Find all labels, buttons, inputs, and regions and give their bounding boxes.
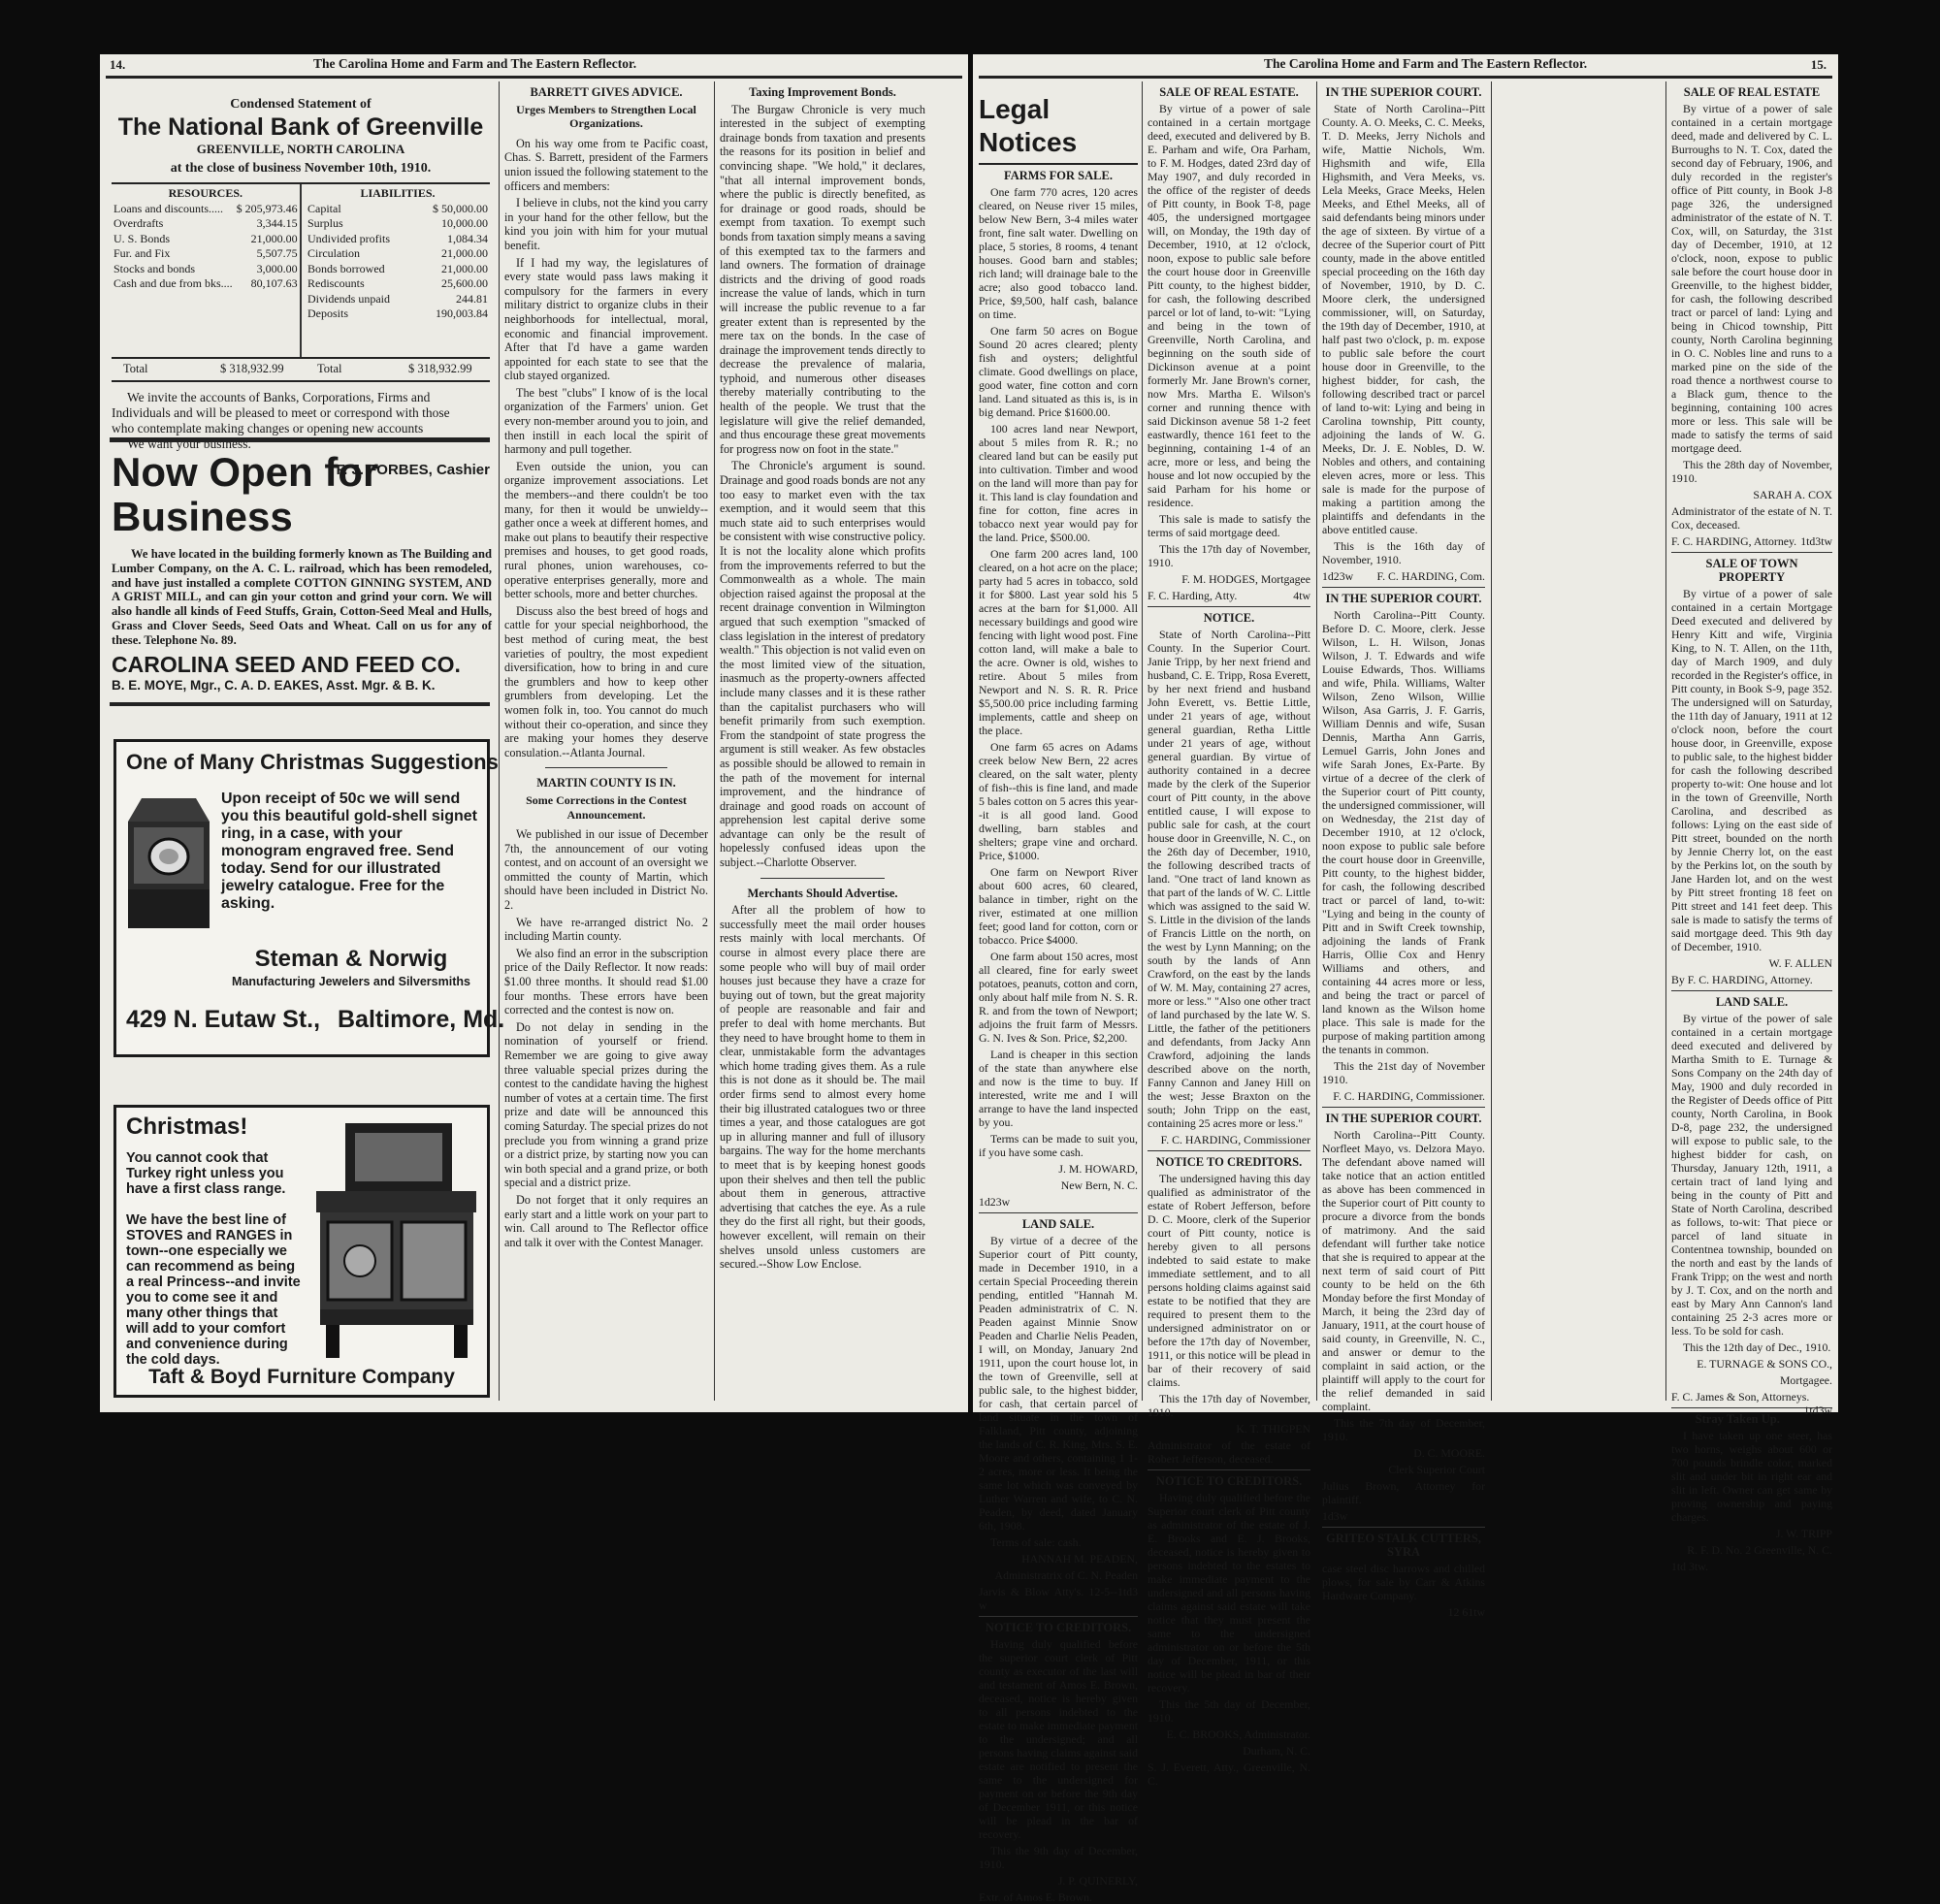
column-rule bbox=[499, 81, 500, 1401]
notice-paragraph: One farm 770 acres, 120 acres cleared, on Neuse river 15 miles, below New Bern, 3-4 miles water front, fine salt water. Dwelling on place, 5 stories, 8 rooms, 4 tenant houses. Good barn and stables; rich land; will drainage bale to the acre; also good tobacco land. Price, $9,500, half cash, balance on time. bbox=[979, 185, 1138, 321]
notice-date: This the 5th day of December, 1910. bbox=[1148, 1697, 1310, 1725]
real-estate-headline: SALE OF REAL ESTATE bbox=[1683, 85, 1821, 99]
notice-signature: 1d23w F. C. HARDING, Com. bbox=[1322, 569, 1485, 583]
martin-headline: MARTIN COUNTY IS IN. bbox=[536, 776, 676, 791]
notice-paragraph: By virtue of the power of sale contained in a certain mortgage deed executed and delivered by Martha Smith to E. Turnage & Sons Company on the 24th day of May, 1900 and duly recorded in the Register of Deeds office of Pitt county, North Carolina, in Book D-8, page 232, the undersigned will expose to public sale, to the highest bidder for cash, on Thursday, January 12th, 1911, a certain tract of land lying and being in the county of Pitt and State of North Carolina, described as follows, to-wit: That piece or parcel of land situate in Contentnea township, bounded on the north and east by the lands of Frank Tripp; on the west and north by J. T. Cox, and on the north and east by Mary Ann Cannon's land containing 25 2-3 acres more or less. To be sold for cash. bbox=[1671, 1012, 1832, 1338]
notice-paragraph: By virtue of a power of sale contained in a certain mortgage deed, executed and delivered by B. E. Parham and wife, Ora Parham, to F. M. Hodges, dated 23rd day of May 1907, and duly recorded in the office of the register of deeds of Pitt county, in Book T-8, page 405, the undersigned mortgagee will, on Monday, the 19th day of December, 1910, at 12 o'clock, noon, expose to public sale before the court house door in Greenville Pitt county, to the highest bidder, for cash, the following described parcel or lot of land, to-wit: "Lying and being in the town of Greenville, North Carolina, and beginning on the south side of Dickinson avenue at a point formerly Mr. Jane Brown's corner, now Mrs. Martha E. Wilson's corner and running thence with said Dickinson avenue 58 1-2 feet eastwardly, thence 161 feet to the beginning, containing 1-4 of an acre, more or less, and being the house and lot now occupied by the said Parham for his home or residence. bbox=[1148, 102, 1310, 509]
notice-paragraph: One farm on Newport River about 600 acres, 60 cleared, balance in timber, right on the river, estimated at one million feet; good land for cotton, corn or tobacco. Price $4000. bbox=[979, 865, 1138, 947]
notice-attorney: F. C. Harding, Atty. 4tw bbox=[1148, 589, 1310, 602]
notice-paragraph: Having duly qualified before the superior court clerk of Pitt county as executor of the last will and testament of Amos E. Brown, deceased, notice is hereby given to all persons indebted to the estate to make immediate payment to the undersigned; and all persons having claims against said estate are notified to present the same to the undersigned for payment on or before the 9th day of December 1911, or this notice will be plead in the bar of recovery. bbox=[979, 1637, 1138, 1841]
notice-attorney: Julius Brown, Attorney for plaintiff. bbox=[1322, 1479, 1485, 1506]
notice-signature: F. C. HARDING, Commissioner bbox=[1160, 1133, 1310, 1146]
table-row: Circulation 21,000.00 bbox=[307, 246, 488, 260]
notice-attorney: S. J. Everett, Atty., Greenville, N. C. bbox=[1148, 1760, 1310, 1788]
table-row: Undivided profits 1,084.34 bbox=[307, 231, 488, 245]
notice-signature-role: Administratrix of C. N. Peaden bbox=[994, 1568, 1138, 1582]
barrett-martin-column bbox=[504, 81, 708, 1401]
stray-headline: Stray Taken Up. bbox=[1695, 1412, 1780, 1426]
bank-cashier: F. J. FORBES, Cashier bbox=[336, 462, 490, 478]
notice-date: This the 12th day of Dec., 1910. bbox=[1683, 1340, 1831, 1354]
legal-column-4 bbox=[1671, 81, 1832, 1573]
notice-signature-role: Administrator of the estate of N. T. Cox, deceased. bbox=[1671, 504, 1832, 532]
table-row: Bonds borrowed 21,000.00 bbox=[307, 261, 488, 275]
article-paragraph: Discuss also the best breed of hogs and cattle for your special neighborhood, the best method of curing meat, the best varieties of poultry, the most expedient diversification, how to bring in and cure the grumblers and how to keep other grumblers from developing. Let the women folk in, too. You cannot do much without their co-operation, and since they are making your homes they deserve consulation.--Atlanta Journal. bbox=[504, 603, 708, 759]
superior-court-headline: IN THE SUPERIOR COURT. bbox=[1325, 85, 1482, 99]
notice-signature-place: Durham, N. C. bbox=[1243, 1744, 1310, 1758]
jewelry-firm: Steman & Norwig bbox=[254, 946, 448, 972]
jewelry-address: 429 N. Eutaw St., bbox=[126, 1006, 321, 1033]
total-label-liabilities: Total bbox=[317, 362, 342, 375]
bank-invitation: We invite the accounts of Banks, Corporations, Firms and Individuals and will be pleased to meet or correspond with those who contemplate making changes or opening new accounts We want your business. bbox=[112, 390, 450, 451]
liabilities-table bbox=[306, 186, 490, 322]
notice-paragraph: The undersigned having this day qualified as administrator of the estate of Robert Jefferson, before D. C. Moore, clerk of the Superior court of Pitt county, notice is hereby given to all persons indebted to said estate to make immediate settlement, and to all persons holding claims against said estate to be notified that they are required to present them to the undersigned administrator on or before the 17th day of November, 1911, or this notice will be plead in bar of their recovery of said claims. bbox=[1148, 1172, 1310, 1389]
notice-signature: W. F. ALLEN bbox=[1768, 956, 1832, 970]
martin-subhead: Some Corrections in the Contest Announcement. bbox=[526, 792, 687, 822]
stove-image bbox=[307, 1117, 481, 1360]
table-row: Dividends unpaid 244.81 bbox=[307, 291, 488, 306]
notice-attorney: Jarvis & Blow Atty's. 12-5--1td3 w bbox=[979, 1585, 1138, 1612]
notice-paragraph: State of North Carolina--Pitt County. In the Superior Court. Janie Tripp, by her next friend and husband, C. E. Tripp, Rosa Everett, by her next friend and husband John Everett, vs. Bettie Little, under 21 years of age, without general guardian, Retha Little under 21 years of age, without general guardian. By virtue of authority contained in a decree made by the clerk of the Superior court of Pitt county, in the above entitled cause, I will expose to public sale for cash, at the court house door in Greenville, N. C., on the 26th day of December, 1910, the following described tracts of land. "One tract of land known as that part of the lands of W. C. Little which was assigned to the said W. S. Little in the division of the lands of Francis Little on the north, on the west by Lynn Manning; on the south by the lands of Ann Crawford, on the east by the lands of W. M. May, containing 27 acres, more or less." "Also one other tract of land purchased by the late W. S. Little, the father of the petitioners and defendants, from Jacky Ann Crawford, adjoining the lands described above on the north, Fanny Cannon and Janey Hill on the west; Jesse Braxton on the south; John Tripp on the east, containing 25 acres more or less." bbox=[1148, 628, 1310, 1130]
jewelry-body: Upon receipt of 50c we will send you this beautiful gold-shell signet ring, in a case, with your monogram engraved free. Send today. Send for our illustrated jewelry catalogue. Free for the asking. bbox=[221, 791, 478, 912]
creditors-headline: NOTICE TO CREDITORS. bbox=[1155, 1474, 1303, 1488]
resources-label: RESOURCES. bbox=[168, 186, 242, 200]
notice-paragraph: North Carolina--Pitt County. Before D. C. Moore, clerk. Jesse Wilson, L. H. Wilson, Jonas Wilson, J. T. Edwards and wife Louise Edwards, Thos. Williams and wife, Phila. Williams, Walter Wilson, Zeno Wilson, Willie Wilson, Asa Garris, J. F. Garris, William Dennis and wife, Susan Dennis, Martha Ann Garris, Lemuel Garris, John Jones and wife Sarah Jones, Ex-Parte. By virtue of a decree of the clerk of the Superior court of Pitt county, the undersigned commissioner, will on Wednesday, the 21st day of December 1910, at 12 o'clock, noon expose to public sale before the court house door in Greenville, Pitt county, to the highest bidder, for cash, the following described tract or parcel of land, to-wit: "Lying and being in the county of Pitt and in Swift Creek township, adjoining the lands of Frank Harris, Ollie Cox and Henry Williams and others, and containing 44 acres more or less, and being the tract or parcel of land known as the Wilson home place. This sale is made for the purpose of making partition among the tenants in common. bbox=[1322, 608, 1485, 1056]
article-paragraph: Do not delay in sending in the nomination of yourself or friend. Remember we are going to give away three valuable special prizes during the contest to the candidate having the highest number of votes at a certain time. The first prize and date will be announced this coming Saturday. The special prizes do not preclude you from winning a grand prize or a district prize, by starting now you can win both special and a grand prize, or both special and a district prize. bbox=[504, 1019, 708, 1190]
table-row: Cash and due from bks.... 80,107.63 bbox=[113, 276, 298, 290]
farms-headline: FARMS FOR SALE. bbox=[1004, 169, 1113, 182]
notice-paragraph: By virtue of a decree of the Superior court of Pitt county, made in December 1910, in a certain Special Proceeding therein pending, entitled "Hannah M. Peaden administratrix of C. N. Peaden against Minnie Snow Peaden and Charlie Nelis Peaden, I will, on Monday, January 2nd 1911, upon the court house lot, in the town of Greenville, sell at public sale, to the highest bidder, for cash, that certain parcel of land situate in the town of Falkland, Pitt county, adjoining the lands of C. R. King, Mrs. S. E. Moore and others, containing 1 1-2 acres, more or less. It being the same lot which was conveyed by Luther Warren and wife, to C. N. Peaden, by deed, dated January 6th, 1908. bbox=[979, 1234, 1138, 1533]
total-liabilities: $ 318,932.99 bbox=[408, 362, 472, 375]
article-paragraph: The best "clubs" I know of is the local organization of the Farmers' union. Get every non-member around you to join, and then instill in each local the spirit of harmony and pull together. bbox=[504, 385, 708, 457]
notice-paragraph: By virtue of a power of sale contained in a certain Mortgage Deed executed and delivered by Henry Kitt and wife, Virginia King, to N. T. Allen, on the 11th, day of March 1909, and duly recorded in the Register's office, in Pitt county, in Book S-9, page 352. The undersigned will on Saturday, the 11th day of January, 1911 at 12 o'clock noon, before the court house door, in Greenville, expose to public sale, to the highest bidder for cash the following described property to-wit: One house and lot in the town of Greenville, North Carolina, and described as follows: Lying on the east side of Pitt street, bounded on the north by Jennie Cherry lot, on the east by the Perkins lot, on the south by Jane Harden lot, and on the west by Pitt street fronting 18 feet on Pitt street and 141 feet deep. This sale is made to satisfy the terms of said mortgage deed. This 9th day of December, 1910. bbox=[1671, 587, 1832, 953]
bank-location: GREENVILLE, NORTH CAROLINA bbox=[196, 142, 405, 156]
ad-divider bbox=[110, 702, 490, 706]
notice-paragraph: One farm 50 acres on Bogue Sound 20 acres cleared; plenty fish and oysters; delightful climate. Good dwellings on place, good water, fine cotton and corn land. Land situated as this is, is in big demand. Price $1600.00. bbox=[979, 324, 1138, 419]
article-paragraph: I believe in clubs, not the kind you carry in your hand for the other fellow, but the kind you join with him for your mutual benefit. bbox=[504, 196, 708, 252]
article-paragraph: After all the problem of how to successfully meet the mail order houses rests mainly with local merchants. Of course in almost every place there are some people who will buy of mail order houses just because they have a craze for buying out of town, but the great majority of people are reasonable and fair and prefer to deal with home merchants. But they need to have brought home to them in clear, unmistakable form the advantages which home trading gives them. As a rule this is not done as it should be. The mail order firms send to almost every home their big illustrated catalogues two or three times a year, and those catalogues are got up in alluring manner and full of illusory bargains. The way for the home merchants to meet that is by keeping honest goods upon their shelves and then tell the public about them in generous, attractive advertising that catches the eye. As a rule they do the first all right, but their goods, however excellent, will remain on their shelves unsold unless customers are secured.--Show Low Enclose. bbox=[720, 903, 925, 1272]
stove-title: Christmas! bbox=[126, 1113, 248, 1140]
land-sale-headline: LAND SALE. bbox=[1715, 995, 1789, 1009]
table-row: Fur. and Fix 5,507.75 bbox=[113, 246, 298, 260]
notice-date: This the 17th day of November, 1910. bbox=[1148, 1392, 1310, 1419]
stove-firm: Taft & Boyd Furniture Company bbox=[148, 1366, 455, 1388]
table-row: Capital $ 50,000.00 bbox=[307, 201, 488, 215]
notice-paragraph: Terms of sale: cash. bbox=[990, 1535, 1082, 1549]
notice-paragraph: case steel disc harrows and chilled plows, for sale by Carr & Atkins Hardware Company. bbox=[1322, 1562, 1485, 1602]
merchants-headline: Merchants Should Advertise. bbox=[747, 886, 898, 900]
notice-address: R. F. D. No. 2 Greenville, N. C. bbox=[1687, 1543, 1832, 1557]
taxing-headline: Taxing Improvement Bonds. bbox=[749, 85, 896, 99]
notice-insertion: 12 61tw bbox=[1447, 1605, 1485, 1619]
header-rule bbox=[979, 76, 1832, 79]
notice-signature: J. M. HOWARD, bbox=[1058, 1162, 1138, 1176]
jewelry-city: Baltimore, Md. bbox=[338, 1006, 505, 1033]
creditors-headline: NOTICE TO CREDITORS. bbox=[1155, 1155, 1303, 1169]
town-property-headline: SALE OF TOWN PROPERTY bbox=[1705, 557, 1798, 584]
barrett-subhead: Urges Members to Strengthen Local Organizations. bbox=[516, 102, 696, 131]
table-row: Stocks and bonds 3,000.00 bbox=[113, 261, 298, 275]
masthead-left: The Carolina Home and Farm and The Eastern Reflector. bbox=[313, 56, 637, 71]
notice-signature-role: Administrator of the estate of Robert Jefferson, deceased. bbox=[1148, 1438, 1310, 1466]
notice-signature-role: Clerk Superior Court bbox=[1388, 1463, 1485, 1476]
total-label-resources: Total bbox=[123, 362, 148, 375]
notice-paragraph: One farm 200 acres land, 100 cleared, on a hot acre on the place; party had 5 acres in tobacco, sold it for $800. Last year sold his 5 acres at the barn for $1,000. All necessary buildings and good wire fencing with light wood post. Fine cotton land, will make a bale to the acre. Owner is old, wishes to retire. About 5 miles from Newport and N. S. R. R. Price $5,500.00 price including farming implements, cattle and sheep on the place. bbox=[979, 547, 1138, 737]
notice-paragraph: One farm 65 acres on Adams creek below New Bern, 22 acres cleared, on the salt water, plenty of fish--this is fine land, and made 5 bales cotton on 5 acres this year--it is all good land. Good dwelling, barn stables and shelters; grape vine and orchard. Price, $1000. bbox=[979, 740, 1138, 862]
seed-feed-managers: B. E. MOYE, Mgr., C. A. D. EAKES, Asst. Mgr. & B. K. bbox=[112, 677, 436, 693]
table-row: Loans and discounts..... $ 205,973.46 bbox=[113, 201, 298, 215]
stove-body-1: You cannot cook that Turkey right unless you have a first class range. bbox=[126, 1150, 286, 1197]
legal-column-3 bbox=[1322, 81, 1485, 1619]
notice-date: This the 28th day of November, 1910. bbox=[1671, 458, 1832, 485]
left-newspaper-page bbox=[100, 54, 968, 1412]
notice-date: This the 7th day of December, 1910. bbox=[1322, 1416, 1485, 1443]
article-paragraph: On his way ome from te Pacific coast, Chas. S. Barrett, president of the Farmers union issued the following statement to the officers and members: bbox=[504, 136, 708, 193]
notice-date: This the 17th day of November, 1910. bbox=[1148, 542, 1310, 569]
ring-box-image bbox=[122, 792, 215, 938]
jewelry-firm-sub: Manufacturing Jewelers and Silversmiths bbox=[232, 975, 470, 988]
notice-signature: J. W. TRIPP bbox=[1775, 1527, 1832, 1540]
now-open-title-2: Business bbox=[112, 494, 293, 539]
article-paragraph: The Burgaw Chronicle is very much interested in the subject of exempting drainage bonds from taxation and presents the reasons for its position in belief and convincing shape. "We hold," it declares, "that all internal improvement bonds, where the public is directly benefited, as for drainage or good roads, should be exempt from taxation. To exempt such bonds from taxation simply means a saving of this exempted tax to the farmers and land owners. The formation of drainage districts and the driving of good roads increase the value of lands, which in turn will increase the public revenue to a far greater extent than is represented by the mere tax on the bonds. In the case of drainage the improvement tends directly to decrease the prevalence of malaria, typhoid, and numerous other diseases thereby materially contributing to the health of the people. We trust that the legislature will give the relief demanded, and thus encourage these great movements for progress now on foot in the state." bbox=[720, 102, 925, 456]
notice-paragraph: Land is cheaper in this section of the state than anywhere else and now is the time to buy. If interested, write me and I will arrange to have the land inspected by you. bbox=[979, 1048, 1138, 1129]
notice-signature-role: Mortgagee. bbox=[1779, 1373, 1832, 1387]
notice-paragraph: State of North Carolina--Pitt County. A. O. Meeks, C. C. Meeks, T. D. Meeks, Jerry Nichols and wife, Mattie Nichols, Wm. Highsmith and wife, Ella Highsmith, and Vera Meeks, vs. Lela Meeks, Grace Meeks, Helen Meeks, and Ethel Meeks, all of said defendants being minors under the age of sixteen. By virtue of a decree of the Superior court of Pitt county, made in the above entitled special proceeding on the 16th day of November, 1910, by D. C. Moore clerk, the undersigned commissioner, will, on Saturday, the 19th day of December, 1910, at half past two o'clock, p. m. expose to public sale before the court house door in Greenville, to the highest bidder, for cash, the following described tract or parcel of land to-wit: Lying and being in Carolina township, Pitt county, adjoining the lands of W. G. Meeks, Dr. J. E. Nobles, D. W. Nobles and others, and containing eleven acres, more or less. This sale is made for the purpose of making a partition among the plaintiffs and defendants in the above entitled cause. bbox=[1322, 102, 1485, 536]
stalk-cutters-headline: GRITEO STALK CUTTERS, SYRA bbox=[1326, 1532, 1481, 1559]
column-rule bbox=[1491, 81, 1492, 1401]
article-paragraph: The Chronicle's argument is sound. Drainage and good roads bonds are not any too easy to market even with the tax exemption, and it would seem that this much state aid to such enterprises would be consistent with wise constructive policy. It is not the locality alone which profits from the improvements referred to but the Commonwealth as a whole. The main objection raised against the proposal at the recent drainage convention in Wilmington argued that such exemption "smacked of class legislation in the interest of predatory wealth." This objection is not valid even on the most limited view of the situation, inasmuch as the property-owners affected include many classes and it is these rather than the capitalist purchasers who will benefit primarily from such exemption. From the standpoint of state progress the argument is still weaker. As few obstacles as possible should be allowed to remain in the path of the movement for internal improvement, and the hindrance of drainage and good roads on account of apprehension lest capital derive some advantage can only be the result of hopelessly confused ideas upon the subject.--Charlotte Observer. bbox=[720, 459, 925, 870]
notice-paragraph: By virtue of a power of sale contained in a certain mortgage deed, made and delivered by C. L. Burroughs to N. T. Cox, dated the second day of February, 1906, and duly recorded in the register's office of Pitt county, in Book J-8 page 326, the undersigned administrator of the estate of N. T. Cox, will, on Saturday, the 31st day of December, 1910, at 12 o'clock, noon, expose to public sale before the court house door in Greenville, to the highest bidder, for cash, the following described tract or parcel of land: Lying and being in Chicod township, Pitt county, North Carolina beginning in O. C. Nobles line and runs to a marked pine on the side of the road thence a northwest course to a Black gum, thence to the beginning, containing 100 acres more or less. This sale will be made to satisfy the terms of said mortgage deed. bbox=[1671, 102, 1832, 455]
notice-attorney: F. C. HARDING, Attorney. 1td3tw bbox=[1671, 534, 1832, 548]
creditors-headline: NOTICE TO CREDITORS. bbox=[985, 1621, 1132, 1634]
notice-insertion: 1d23w bbox=[979, 1195, 1011, 1209]
notice-attorney: By F. C. HARDING, Attorney. bbox=[1671, 973, 1813, 986]
page-number-left: 14. bbox=[110, 57, 126, 72]
notice-paragraph: 100 acres land near Newport, about 5 miles from R. R.; no cleared land but can be easily put into cultivation. Timber and wood on the land will more than pay for it. This land is clay foundation and fine for cotton, fine acres in tobacco next year would pay for the land. Price, $500.00. bbox=[979, 422, 1138, 544]
real-estate-headline: SALE OF REAL ESTATE. bbox=[1159, 85, 1299, 99]
notice-paragraph: Terms can be made to suit you, if you have some cash. bbox=[979, 1132, 1138, 1159]
liabilities-label: LIABILITIES. bbox=[360, 186, 436, 200]
notice-attorney: F. C. James & Son, Attorneys. 1td3w bbox=[1671, 1390, 1832, 1417]
header-rule bbox=[106, 76, 962, 79]
resources-table bbox=[112, 186, 300, 292]
stove-body-2: We have the best line of STOVES and RANGES in town--one especially we can recommend as being a real Princess--and invite you to come see it and many other things that will add to your comfort and convenience during the cold days. bbox=[126, 1212, 301, 1368]
notice-paragraph: Having duly qualified before the Superior court clerk of Pitt county as administrator of the estate of J. E. Brooks and E. J. Brooks, deceased, notice is hereby given to persons indebted to the estates to make immediate payment to the undersigned and all persons having claims against said estate will take notice that they must present the same to the undersigned administrator on or before the 5th day of December, 1911, or this notice will be plead in bar of their recovery. bbox=[1148, 1491, 1310, 1694]
article-paragraph: We have re-arranged district No. 2 including Martin county. bbox=[504, 915, 708, 944]
column-rule bbox=[1142, 81, 1143, 1401]
superior-court-headline: IN THE SUPERIOR COURT. bbox=[1325, 592, 1482, 605]
notice-paragraph: One farm about 150 acres, most all cleared, fine for early sweet potatoes, peanuts, cotton and corn, only about half mile from N. S. R. R. and from the town of Newport; adjoins the fruit farm of Messrs. G. N. Ives & Son. Price, $2,200. bbox=[979, 950, 1138, 1045]
now-open-ad bbox=[112, 450, 492, 693]
page-number-right: 15. bbox=[1810, 57, 1827, 72]
ad-divider bbox=[110, 437, 490, 442]
notice-signature-role: Extr. of Amos E. Brown. bbox=[979, 1890, 1092, 1904]
article-paragraph: We also find an error in the subscription price of the Daily Reflector. It now reads: $1.00 three months. It should read $1.00 four months. These errors have been corrected and the contest is now on. bbox=[504, 946, 708, 1017]
legal-column-2 bbox=[1148, 81, 1310, 1788]
total-resources: $ 318,932.99 bbox=[220, 362, 284, 375]
notice-signature: K. T. THIGPEN bbox=[1236, 1422, 1310, 1436]
seed-feed-company: CAROLINA SEED AND FEED CO. bbox=[112, 651, 461, 677]
table-row: Deposits 190,003.84 bbox=[307, 307, 488, 320]
bank-statement-ad bbox=[112, 85, 490, 493]
notice-date: This is the 16th day of November, 1910. bbox=[1322, 539, 1485, 566]
notice-signature: J. P. QUINERLY, bbox=[1057, 1874, 1138, 1888]
tripp-notice-headline: NOTICE. bbox=[1203, 611, 1255, 625]
notice-signature: E. TURNAGE & SONS CO., bbox=[1697, 1357, 1832, 1371]
article-paragraph: If I had my way, the legislatures of every state would pass laws making it compulsory for the farmers in every military district to organize clubs in their neighborhoods for intellectual, moral, economic and financial improvement. After that I'd have a game warden appointed for each state to see that the club stayed organized. bbox=[504, 255, 708, 383]
article-paragraph: Do not forget that it only requires an early start and a little work on your part to win. Call around to The Reflector office and talk it over with the Contest Manager. bbox=[504, 1192, 708, 1249]
superior-court-headline: IN THE SUPERIOR COURT. bbox=[1325, 1112, 1482, 1125]
notice-paragraph: This sale is made to satisfy the terms of said mortgage deed. bbox=[1148, 512, 1310, 539]
column-rule bbox=[714, 81, 715, 1401]
table-row: Overdrafts 3,344.15 bbox=[113, 216, 298, 230]
table-row: U. S. Bonds 21,000.00 bbox=[113, 231, 298, 245]
notice-insertion: 1d3w bbox=[1322, 1509, 1348, 1523]
notice-paragraph: I have taken up one steer, has two horns, weighs about 600 or 700 pounds brindle color, marked slit and under bit in right ear and slit in left. Owner can get same by proving ownership and paying charges. bbox=[1671, 1429, 1832, 1524]
notice-signature: F. C. HARDING, Commissioner. bbox=[1333, 1089, 1485, 1103]
notice-signature: F. M. HODGES, Mortgagee bbox=[1181, 572, 1310, 586]
now-open-title-1: Now Open for bbox=[112, 449, 379, 495]
column-rule bbox=[1316, 81, 1317, 1401]
notice-insertion: 1td 3tw. bbox=[1671, 1560, 1708, 1573]
notice-signature-place: New Bern, N. C. bbox=[1060, 1178, 1138, 1192]
table-row: Rediscounts 25,600.00 bbox=[307, 276, 488, 290]
barrett-headline: BARRETT GIVES ADVICE. bbox=[530, 85, 683, 99]
notice-paragraph: North Carolina--Pitt County. Norfleet Mayo, vs. Delzora Mayo. The defendant above named will take notice that an action entitled as above has been commenced in the Superior court of Pitt county to procure a divorce from the bonds of matrimony. And the said defendant will further take notice that she is required to appear at the next term of said court of Pitt county to be held on the 6th Monday before the first Monday of March, it being the 23rd day of January, 1911, at the court house of said county, in Greenville, N. C., and answer or demur to the complaint in said action, or the plaintiff will apply to the court for the relief demanded in said complaint. bbox=[1322, 1128, 1485, 1413]
masthead-right: The Carolina Home and Farm and The Eastern Reflector. bbox=[1264, 56, 1588, 71]
notice-signature: E. C. BROOKS, Administrator. bbox=[1166, 1727, 1310, 1741]
stove-ad bbox=[113, 1105, 490, 1398]
notice-date: This the 21st day of November 1910. bbox=[1322, 1059, 1485, 1086]
table-row: Surplus 10,000.00 bbox=[307, 216, 488, 230]
right-newspaper-page bbox=[973, 54, 1838, 1904]
taxing-merchants-column bbox=[720, 81, 925, 1401]
now-open-body: We have located in the building formerly known as The Building and Lumber Company, on the A. C. L. railroad, which has been remodeled, and have just installed a complete COTTON GINNING SYSTEM, AND A GRIST MILL, and can gin your cotton and grind your corn. We will also handle all kinds of Feed Stuffs, Grain, Cotton-Seed Meal and Hulls, Grass and Clover Seeds, Seed Oats and Wheat. Call on us for any of these. Telephone No. 89. bbox=[112, 547, 492, 647]
notice-signature: SARAH A. COX bbox=[1753, 488, 1832, 501]
article-paragraph: We published in our issue of December 7th, the announcement of our voting contest, and on account of an oversight we ommitted the county of Martin, which should have been included in District No. 2. bbox=[504, 827, 708, 913]
notice-date: This the 9th day of December, 1910. bbox=[979, 1844, 1138, 1871]
jewelry-title: One of Many Christmas Suggestions bbox=[126, 750, 499, 774]
bank-name: The National Bank of Greenville bbox=[117, 113, 484, 141]
land-sale-headline: LAND SALE. bbox=[1021, 1217, 1095, 1231]
bank-date-line: at the close of business November 10th, 1910. bbox=[170, 161, 432, 176]
column-rule bbox=[1665, 81, 1666, 1401]
legal-notices-title: Legal Notices bbox=[979, 94, 1078, 157]
notice-signature: HANNAH M. PEADEN, bbox=[1021, 1552, 1138, 1565]
bank-pretitle: Condensed Statement of bbox=[230, 97, 372, 112]
jewelry-ad bbox=[113, 739, 505, 1057]
article-paragraph: Even outside the union, you can organize improvement associations. Let the members--and there couldn't be too many, for then it would be unwieldy--gather once a week at different homes, and make out plans to beautify their respective premises and houses, to get good roads, rural phones, union warehouses, co-operative enterprises generally, more and better schools, more and better churches. bbox=[504, 459, 708, 601]
notice-signature: D. C. MOORE. bbox=[1413, 1446, 1485, 1460]
legal-column-1 bbox=[979, 81, 1138, 1904]
